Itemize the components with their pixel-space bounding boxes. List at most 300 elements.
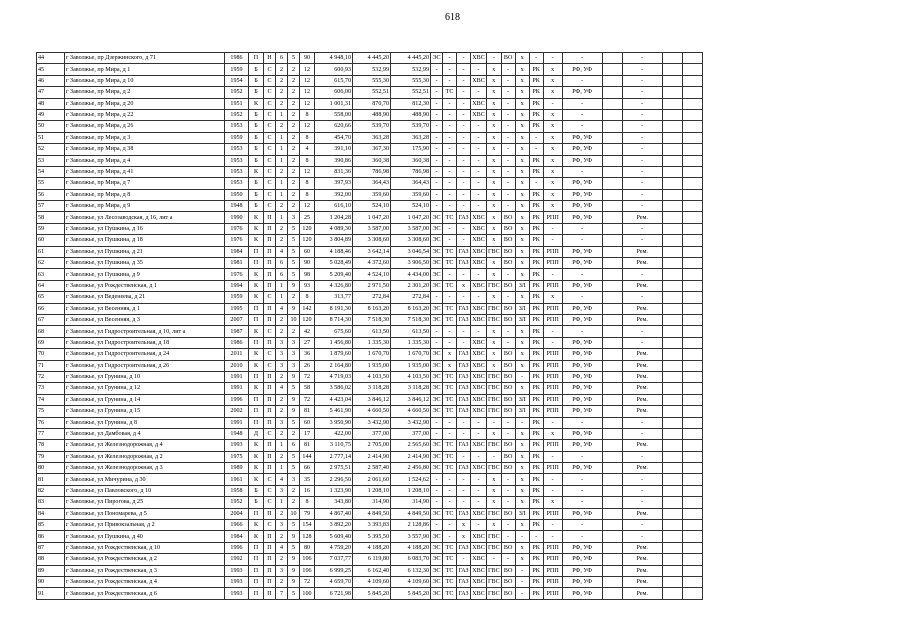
row-number-cell: 71 xyxy=(37,360,65,371)
table-cell: РК xyxy=(529,417,543,428)
table-cell xyxy=(662,178,682,189)
table-cell: 5 395,50 xyxy=(353,531,391,542)
table-cell: 524,10 xyxy=(391,201,431,212)
table-cell: ВО xyxy=(501,212,515,223)
table-cell: 25 xyxy=(300,212,315,223)
table-cell: 1952 xyxy=(225,87,249,98)
table-cell: - xyxy=(543,451,562,462)
table-cell: 364,43 xyxy=(391,178,431,189)
table-cell: 2004 xyxy=(225,508,249,519)
table-cell: РПП xyxy=(543,349,562,360)
table-cell: 6 162,40 xyxy=(353,565,391,576)
table-cell xyxy=(662,531,682,542)
table-cell: х xyxy=(487,337,502,348)
table-cell: 5 xyxy=(288,53,300,64)
table-cell: ГВС xyxy=(487,280,502,291)
table-cell: - xyxy=(543,269,562,280)
table-cell: х xyxy=(515,360,529,371)
table-cell xyxy=(662,337,682,348)
table-cell: Б xyxy=(249,132,264,143)
row-number-cell: 74 xyxy=(37,394,65,405)
table-cell: П xyxy=(249,406,264,417)
table-row xyxy=(37,292,703,303)
table-cell: П xyxy=(264,258,276,269)
table-cell: - xyxy=(431,337,443,348)
table-cell xyxy=(662,212,682,223)
table-cell: - xyxy=(543,520,562,531)
table-cell: 2 xyxy=(288,75,300,86)
table-cell: 8 163,20 xyxy=(353,303,391,314)
table-cell: х xyxy=(515,463,529,474)
table-cell: - xyxy=(457,144,471,155)
table-cell: - xyxy=(457,337,471,348)
table-cell: - xyxy=(515,588,529,599)
table-cell: 9 xyxy=(288,565,300,576)
table-cell: Рем. xyxy=(622,212,662,223)
table-cell: РК xyxy=(529,314,543,325)
table-cell xyxy=(602,542,622,553)
table-cell: - xyxy=(622,497,662,508)
table-cell: 4 660,50 xyxy=(353,406,391,417)
table-cell xyxy=(662,371,682,382)
table-cell xyxy=(662,428,682,439)
table-row xyxy=(37,269,703,280)
table-cell: РФ, УФ xyxy=(562,201,602,212)
row-number-cell: 75 xyxy=(37,406,65,417)
table-cell: ТС xyxy=(443,508,457,519)
table-cell: 1951 xyxy=(225,98,249,109)
table-cell: ХВС xyxy=(471,440,487,451)
table-cell: 6 119,80 xyxy=(353,554,391,565)
table-cell: 3 xyxy=(276,417,288,428)
table-cell: - xyxy=(431,144,443,155)
table-cell: 367,30 xyxy=(353,144,391,155)
table-cell: 8 xyxy=(300,132,315,143)
table-row xyxy=(37,189,703,200)
row-number-cell: 60 xyxy=(37,235,65,246)
table-row xyxy=(37,337,703,348)
table-cell: 532,99 xyxy=(353,64,391,75)
table-cell: ГАЗ xyxy=(457,383,471,394)
table-cell xyxy=(682,542,702,553)
table-cell: 3 642,14 xyxy=(353,246,391,257)
table-cell xyxy=(662,485,682,496)
table-cell: РФ, УФ xyxy=(562,314,602,325)
table-row xyxy=(37,258,703,269)
table-cell: Рем. xyxy=(622,588,662,599)
table-cell: - xyxy=(443,132,457,143)
table-cell xyxy=(602,246,622,257)
table-cell xyxy=(602,235,622,246)
table-cell: 552,51 xyxy=(353,87,391,98)
housing-register-table xyxy=(36,52,703,600)
table-cell: РФ, УФ xyxy=(562,337,602,348)
table-cell xyxy=(662,121,682,132)
table-cell: С xyxy=(264,87,276,98)
table-cell: - xyxy=(471,155,487,166)
table-cell: РК xyxy=(529,463,543,474)
table-cell: П xyxy=(249,337,264,348)
table-cell: Б xyxy=(249,189,264,200)
table-cell: ГВС xyxy=(487,531,502,542)
table-cell: ВО xyxy=(501,394,515,405)
table-cell: - xyxy=(543,53,562,64)
table-cell: - xyxy=(562,474,602,485)
table-cell: 4 660,50 xyxy=(391,406,431,417)
table-cell: 1 524,62 xyxy=(391,474,431,485)
table-cell: П xyxy=(264,303,276,314)
table-cell: ТС xyxy=(443,212,457,223)
table-cell xyxy=(662,303,682,314)
table-cell: ГАЗ xyxy=(457,303,471,314)
table-cell: К xyxy=(249,235,264,246)
table-cell: 3 308,60 xyxy=(353,235,391,246)
table-cell: - xyxy=(622,75,662,86)
table-cell: С xyxy=(264,178,276,189)
table-cell: РК xyxy=(529,212,543,223)
table-cell: Б xyxy=(249,121,264,132)
address-cell: г Заволжье, пр Мира, д 4 xyxy=(65,155,225,166)
table-cell xyxy=(602,463,622,474)
table-cell: х xyxy=(487,201,502,212)
table-cell: ТС xyxy=(443,258,457,269)
table-cell: 539,70 xyxy=(353,121,391,132)
table-cell: 5 xyxy=(288,258,300,269)
address-cell: г Заволжье, пр Мира, д 22 xyxy=(65,109,225,120)
table-cell: х xyxy=(515,132,529,143)
table-cell: 3 xyxy=(288,337,300,348)
table-cell: 175,90 xyxy=(391,144,431,155)
table-cell: 4 326,80 xyxy=(315,280,353,291)
table-cell: РК xyxy=(529,565,543,576)
table-cell: - xyxy=(443,178,457,189)
table-cell: - xyxy=(622,87,662,98)
table-cell: - xyxy=(443,109,457,120)
table-cell xyxy=(662,417,682,428)
table-cell: ХВС xyxy=(471,235,487,246)
table-cell: х xyxy=(515,201,529,212)
table-cell: ХВС xyxy=(471,371,487,382)
table-cell: - xyxy=(543,485,562,496)
table-cell: 2 xyxy=(288,166,300,177)
table-cell: 314,90 xyxy=(353,497,391,508)
table-cell: П xyxy=(264,235,276,246)
table-cell: 8 xyxy=(300,189,315,200)
table-cell: - xyxy=(501,269,515,280)
table-cell xyxy=(662,565,682,576)
table-cell: х xyxy=(515,109,529,120)
table-row xyxy=(37,428,703,439)
table-cell xyxy=(602,337,622,348)
table-cell xyxy=(662,246,682,257)
table-cell: П xyxy=(264,542,276,553)
table-cell: 1 xyxy=(276,440,288,451)
table-cell: П xyxy=(264,394,276,405)
table-cell: - xyxy=(501,474,515,485)
table-cell: - xyxy=(431,98,443,109)
table-cell: К xyxy=(249,440,264,451)
table-cell: Б xyxy=(249,87,264,98)
table-cell xyxy=(662,87,682,98)
table-cell: РПП xyxy=(543,554,562,565)
table-cell: РК xyxy=(529,235,543,246)
table-cell: ХВС xyxy=(471,463,487,474)
table-cell: РК xyxy=(529,292,543,303)
table-cell: 3 432,90 xyxy=(391,417,431,428)
row-number-cell: 50 xyxy=(37,121,65,132)
address-cell: г Заволжье, ул Железнодорожная, д 4 xyxy=(65,440,225,451)
table-cell: - xyxy=(431,417,443,428)
table-cell: ТС xyxy=(443,246,457,257)
table-cell: 1989 xyxy=(225,463,249,474)
table-cell: - xyxy=(457,485,471,496)
table-cell xyxy=(662,53,682,64)
table-row xyxy=(37,280,703,291)
table-cell: 391,10 xyxy=(315,144,353,155)
table-cell: - xyxy=(471,132,487,143)
table-cell: РФ, УФ xyxy=(562,565,602,576)
table-cell: РФ, УФ xyxy=(562,303,602,314)
table-cell: 4 xyxy=(300,144,315,155)
table-cell: 1 xyxy=(276,280,288,291)
table-cell: РФ, УФ xyxy=(562,406,602,417)
table-cell: Рем. xyxy=(622,406,662,417)
table-cell: ХВС xyxy=(471,212,487,223)
table-cell: 4 948,10 xyxy=(315,53,353,64)
table-cell: С xyxy=(264,144,276,155)
table-cell: - xyxy=(471,292,487,303)
table-cell: 1975 xyxy=(225,451,249,462)
table-cell: х xyxy=(543,292,562,303)
table-cell: - xyxy=(457,417,471,428)
table-cell: П xyxy=(249,588,264,599)
table-cell: ТС xyxy=(443,542,457,553)
table-cell: - xyxy=(501,98,515,109)
table-cell: 2007 xyxy=(225,314,249,325)
table-cell: х xyxy=(515,542,529,553)
page-number: 618 xyxy=(445,12,460,23)
table-cell: - xyxy=(457,554,471,565)
table-row xyxy=(37,485,703,496)
address-cell: г Заволжье, пр Мира, д 3 xyxy=(65,132,225,143)
row-number-cell: 51 xyxy=(37,132,65,143)
table-cell: ЭС xyxy=(431,371,443,382)
table-cell: 1 xyxy=(276,212,288,223)
table-cell: - xyxy=(457,292,471,303)
table-cell: 552,51 xyxy=(391,87,431,98)
table-cell: - xyxy=(471,497,487,508)
table-cell: 786,98 xyxy=(353,166,391,177)
table-cell: 36 xyxy=(300,349,315,360)
table-cell: 3 110,75 xyxy=(315,440,353,451)
table-cell: 120 xyxy=(300,223,315,234)
table-cell xyxy=(602,417,622,428)
table-cell: РПП xyxy=(543,394,562,405)
table-cell xyxy=(682,269,702,280)
table-cell: 2 xyxy=(288,64,300,75)
table-cell xyxy=(682,360,702,371)
table-cell: - xyxy=(515,576,529,587)
table-cell: 2 xyxy=(276,531,288,542)
table-cell: - xyxy=(622,417,662,428)
table-cell: 3 xyxy=(276,520,288,531)
row-number-cell: 68 xyxy=(37,326,65,337)
address-cell: г Заволжье, ул Рождественская, д 3 xyxy=(65,565,225,576)
table-cell: 1 xyxy=(276,463,288,474)
table-cell: 1958 xyxy=(225,485,249,496)
table-cell: 3 308,60 xyxy=(391,235,431,246)
table-cell: - xyxy=(487,417,502,428)
table-cell: 1993 xyxy=(225,565,249,576)
table-cell: 4 524,10 xyxy=(353,269,391,280)
table-cell: 4 434,00 xyxy=(391,269,431,280)
table-cell: х xyxy=(515,383,529,394)
table-cell: П xyxy=(249,314,264,325)
table-cell: 555,30 xyxy=(391,75,431,86)
table-cell: 4 423,04 xyxy=(315,394,353,405)
table-cell: - xyxy=(562,531,602,542)
table-cell: 1 047,20 xyxy=(391,212,431,223)
table-cell: П xyxy=(264,269,276,280)
table-cell: РК xyxy=(529,497,543,508)
table-cell: 120 xyxy=(300,314,315,325)
table-cell xyxy=(602,326,622,337)
table-cell: х xyxy=(515,178,529,189)
table-cell: - xyxy=(622,292,662,303)
table-cell: ВО xyxy=(501,349,515,360)
table-cell: 12 xyxy=(300,75,315,86)
table-cell: х xyxy=(515,98,529,109)
table-cell xyxy=(682,235,702,246)
table-cell: П xyxy=(249,394,264,405)
table-cell: - xyxy=(431,132,443,143)
address-cell: г Заволжье, ул Гидростроительная, д 10, лит а xyxy=(65,326,225,337)
table-cell: - xyxy=(543,235,562,246)
table-cell: РПП xyxy=(543,588,562,599)
table-cell: 488,90 xyxy=(353,109,391,120)
table-cell: ЭС xyxy=(431,280,443,291)
table-cell: - xyxy=(562,53,602,64)
table-cell: - xyxy=(471,144,487,155)
table-cell: 360,38 xyxy=(391,155,431,166)
table-cell: РПП xyxy=(543,383,562,394)
table-cell: ХВС xyxy=(471,314,487,325)
table-cell xyxy=(682,417,702,428)
table-cell: 2011 xyxy=(225,349,249,360)
table-cell: 1953 xyxy=(225,155,249,166)
table-cell: 390,86 xyxy=(315,155,353,166)
table-cell: РК xyxy=(529,201,543,212)
table-cell: ТС xyxy=(443,314,457,325)
table-cell xyxy=(662,440,682,451)
table-cell xyxy=(602,588,622,599)
table-cell xyxy=(602,280,622,291)
table-cell xyxy=(682,588,702,599)
table-cell: 81 xyxy=(300,440,315,451)
table-cell: ХВС xyxy=(471,53,487,64)
table-cell: ТС xyxy=(443,406,457,417)
table-row xyxy=(37,303,703,314)
table-cell: С xyxy=(264,98,276,109)
table-cell: 9 xyxy=(288,394,300,405)
table-cell: ХВС xyxy=(471,360,487,371)
table-row xyxy=(37,109,703,120)
table-cell: - xyxy=(471,121,487,132)
table-cell xyxy=(662,64,682,75)
table-cell: РФ, УФ xyxy=(562,155,602,166)
table-cell: х xyxy=(515,474,529,485)
table-cell: 1986 xyxy=(225,53,249,64)
table-cell: - xyxy=(443,64,457,75)
address-cell: г Заволжье, ул Пономарева, д 5 xyxy=(65,508,225,519)
table-cell xyxy=(602,132,622,143)
table-cell: 142 xyxy=(300,303,315,314)
table-cell: - xyxy=(562,485,602,496)
row-number-cell: 53 xyxy=(37,155,65,166)
table-cell xyxy=(682,201,702,212)
table-cell: 7 518,30 xyxy=(391,314,431,325)
table-row xyxy=(37,531,703,542)
table-cell: ЭС xyxy=(431,394,443,405)
table-cell: 1991 xyxy=(225,383,249,394)
row-number-cell: 76 xyxy=(37,417,65,428)
table-cell: С xyxy=(264,520,276,531)
table-cell: 2 xyxy=(288,485,300,496)
table-cell: ЭС xyxy=(431,223,443,234)
table-cell: 1954 xyxy=(225,75,249,86)
table-cell: - xyxy=(622,121,662,132)
table-cell: 3 586,02 xyxy=(315,383,353,394)
address-cell: г Заволжье, ул Железнодорожная, д 2 xyxy=(65,451,225,462)
table-cell: - xyxy=(471,326,487,337)
table-cell: 5 xyxy=(288,463,300,474)
table-cell xyxy=(602,223,622,234)
table-cell: ТС xyxy=(443,280,457,291)
table-cell: П xyxy=(264,280,276,291)
table-cell xyxy=(682,314,702,325)
table-cell: 2 xyxy=(288,155,300,166)
address-cell: г Заволжье, ул Гидростроительная, д 26 xyxy=(65,360,225,371)
table-cell: К xyxy=(249,223,264,234)
table-row xyxy=(37,223,703,234)
table-cell: - xyxy=(529,144,543,155)
table-cell: х xyxy=(487,474,502,485)
table-cell: 80 xyxy=(300,542,315,553)
table-cell: 2 xyxy=(276,121,288,132)
table-cell: х xyxy=(457,280,471,291)
table-cell: - xyxy=(501,417,515,428)
row-number-cell: 46 xyxy=(37,75,65,86)
table-cell: - xyxy=(457,121,471,132)
table-cell: 4 xyxy=(276,542,288,553)
table-cell: 1953 xyxy=(225,166,249,177)
address-cell: г Заволжье, ул Рождественская, д 4 xyxy=(65,576,225,587)
table-cell xyxy=(662,280,682,291)
table-cell: Б xyxy=(249,64,264,75)
table-cell: 4 xyxy=(276,303,288,314)
table-cell: ГАЗ xyxy=(457,406,471,417)
table-cell: 3 846,12 xyxy=(391,394,431,405)
table-cell: ЭС xyxy=(431,451,443,462)
table-cell: Рем. xyxy=(622,258,662,269)
table-cell: 128 xyxy=(300,531,315,542)
table-cell: РПП xyxy=(543,246,562,257)
table-cell xyxy=(662,588,682,599)
table-cell xyxy=(662,132,682,143)
table-cell: 1953 xyxy=(225,144,249,155)
table-cell: П xyxy=(264,508,276,519)
table-cell: ЗЛ xyxy=(515,303,529,314)
